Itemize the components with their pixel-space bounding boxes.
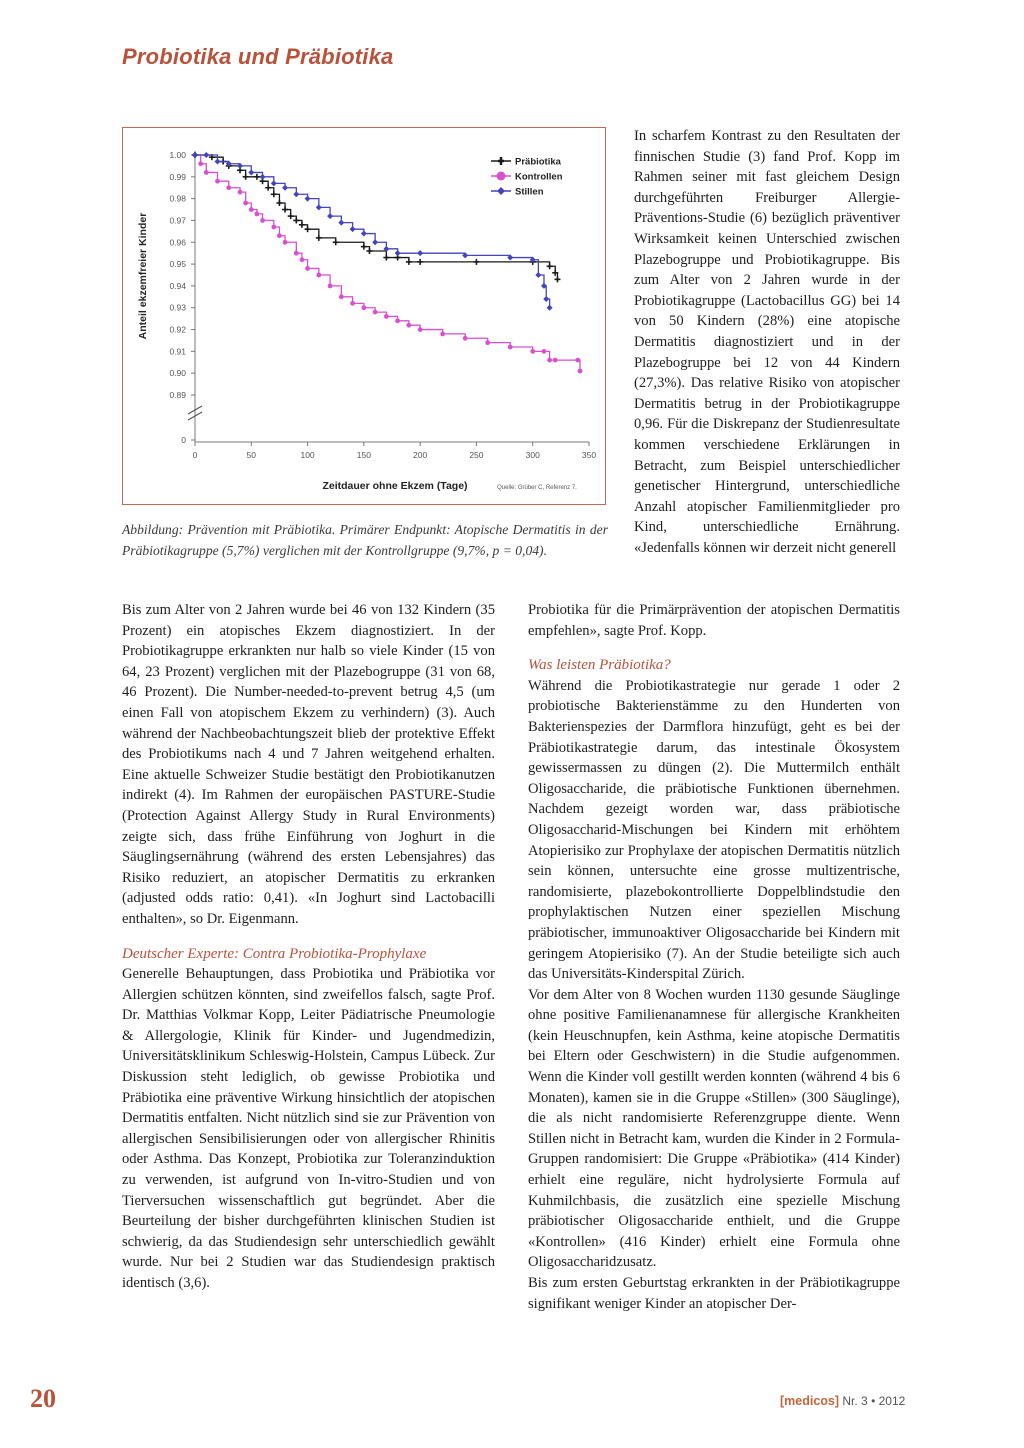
data-point-marker [508, 345, 513, 350]
paragraph: Generelle Behauptungen, dass Probiotika und Präbiotika vor Allergien schützen könnten, sind zweifellos falsch, sagte Prof. Dr. Matthias Volkmar Kopp, Leiter Pädiatrische Pneumologie & Allergologie, Klinik für Kinder- und Jugendmedizin, Universitätsklinikum Schleswig-Holstein, Campus Lübeck. Zur Diskussion steht lediglich, ob gewisse Probiotika und Präbiotika eine präventive Wirkung hinsichtlich der atopischen Dermatitis entfalten. Nicht nützlich sind sie zur Prävention von allergischen Sensibilisierungen oder von allergischer Rhinitis oder Asthma. Das Konzept, Probiotika zur Toleranzinduktion zu verwenden, ist aufgrund von In-vitro-Studien und von Tierversuchen wissenschaftlich gut begründet. Aber die Beurteilung der bisher durchgeführten klinischen Studien ist schwierig, da das Studiendesign sehr unterschiedlich gewählt wurde. Nur bei 2 Studien war das Studiendesign praktisch identisch (3,6). [122, 966, 495, 1291]
data-point-marker [204, 170, 209, 175]
y-tick-label: 0.89 [169, 390, 186, 400]
data-point-marker [417, 250, 423, 256]
data-point-marker [226, 185, 231, 190]
x-tick-label: 50 [246, 450, 257, 460]
data-point-marker [350, 226, 356, 232]
x-tick-label: 350 [581, 450, 597, 460]
y-tick-label: 1.00 [169, 150, 186, 160]
footer-issue [780, 1394, 905, 1408]
paragraph: Probiotika für die Primärprävention der atopischen Dermatitis empfehlen», sagte Prof. Kopp. [528, 602, 900, 639]
data-point-marker [578, 369, 583, 374]
legend-label: Präbiotika [515, 156, 561, 168]
y-tick-label: 0.91 [169, 346, 186, 357]
paragraph: Bis zum Alter von 2 Jahren wurde bei 46 von 132 Kindern (35 Prozent) ein atopisches Ekzem diagnostiziert. In der Probiotikagruppe erkrankten nur halb so viele Kinder (15 von 64, 23 Prozent) verglichen mit der Plazebogruppe (31 von 68, 46 Prozent). Die Number-needed-to-prevent betrug 4,5 (um einen Fall von atopischem Ekzem zu verhindern) (3). Auch während der Nachbeobachtungszeit blieb der protektive Effekt des Probiotikums nach 4 und 7 Jahren weitgehend erhalten. Eine aktuelle Schweizer Studie bestätigt den Probiotikanutzen indirekt (4). Im Rahmen der europäischen PASTURE-Studie (Protection Against Allergy Study in Rural Environments) zeigte sich, dass frühe Einführung von Joghurt in die Säuglingsernährung (während des ersten Lebensjahres) das Risiko reduziert, an atopischer Dermatitis zu erkranken (adjusted odds ratio: 0,41). «In Joghurt sind Lactobacilli enthalten», so Dr. Eigenmann. [122, 602, 495, 927]
x-tick-label: 250 [469, 450, 484, 460]
data-point-marker [260, 174, 266, 180]
data-point-marker [547, 305, 553, 311]
y-tick-label: 0.92 [169, 324, 186, 335]
legend-label: Stillen [515, 186, 544, 198]
figure-box [122, 127, 606, 505]
y-tick-label: 0.90 [169, 368, 186, 379]
data-point-marker [553, 358, 558, 363]
issue-label: Nr. 3 • 2012 [842, 1394, 906, 1408]
data-point-marker [300, 257, 305, 262]
data-point-marker [248, 169, 254, 175]
page-header-title: Probiotika und Präbiotika [122, 44, 394, 69]
survival-chart [123, 128, 607, 506]
data-point-marker [395, 250, 401, 256]
y-tick-label: 0.99 [169, 171, 186, 182]
data-point-marker [316, 204, 322, 210]
data-point-marker [316, 273, 321, 278]
paragraph: Während die Probiotikastrategie nur gerade 1 oder 2 probiotische Bakterienstämme zu den Hunderten von Bakterienspezies der Darmflora hinzufügt, geht es bei der Präbiotikastrategie darum, das intestinale Ökosystem gewissermassen zu düngen (2). Die Muttermilch enthält Oligosaccharide, die präbiotische Funktionen übernehmen. Nachdem gezeigt worden war, dass präbiotische Oligosaccharid-Mischungen bei Kindern mit erhöhtem Atopierisiko zur Prophylaxe der atopischen Dermatitis nützlich sein können, untersuchte eine grosse multizentrische, randomisierte, plazebokontrollierte Doppelblindstudie den prophylaktischen Nutzen einer speziellen Mischung präbiotischer, immunoaktiver Oligosaccharide bei Kindern mit geringem Atopierisiko (7). An der Studie beteiligte sich auch das Universitäts-Kinderspital Zürich. [528, 677, 900, 983]
text-column-right [528, 600, 900, 1314]
legend-label: Kontrollen [515, 171, 563, 183]
series-line-3 [195, 155, 550, 308]
text-column-top [634, 126, 900, 558]
x-axis-label: Zeitdauer ohne Ekzem (Tage) [322, 480, 468, 492]
data-point-marker [418, 327, 423, 332]
data-point-marker [277, 233, 282, 238]
data-point-marker [350, 301, 355, 306]
data-point-marker [293, 191, 299, 197]
data-point-marker [238, 190, 243, 195]
data-point-marker [305, 196, 311, 202]
data-point-marker [260, 218, 265, 223]
y-tick-label: 0.93 [169, 302, 186, 313]
data-point-marker [255, 212, 260, 217]
journal-brand: [medicos] [780, 1394, 840, 1408]
data-point-marker [215, 159, 221, 165]
data-point-marker [406, 323, 411, 328]
data-point-marker [328, 284, 333, 289]
y-tick-label: 0.94 [169, 280, 186, 291]
data-point-marker [215, 179, 220, 184]
data-point-marker [361, 231, 367, 237]
data-point-marker [271, 180, 277, 186]
data-point-marker [530, 349, 535, 354]
data-point-marker [395, 318, 400, 323]
y-tick-label: 0.95 [169, 259, 186, 270]
y-tick-label: 0 [181, 435, 186, 445]
data-point-marker [485, 340, 490, 345]
data-point-marker [361, 305, 366, 310]
y-tick-label: 0.97 [169, 215, 186, 226]
data-point-marker [327, 213, 333, 219]
paragraph: In scharfem Kontrast zu den Resultaten der finnischen Studie (3) fand Prof. Kopp im Rahmen seiner mit fast gleichem Design durchgeführten Freiburger Allergie-Präventions-Studie (6) bezüglich präventiver Wirksamkeit keinen Unterschied zwischen Plazebogruppe und Probiotikagruppe. Bis zum Alter von 2 Jahren wurde in der Probiotikagruppe (Lactobacillus GG) bei 14 von 50 Kindern (28%) eine atopische Dermatitis diagnostiziert und in der Plazebogruppe bei 12 von 44 Kindern (27,3%). Das relative Risiko von atopischer Dermatitis betrug in der Probiotikagruppe 0,96. Für die Diskrepanz der Studienresultate kommen verschiedene Erklärungen in Betracht, zum Beispiel unterschiedlicher genetischer Hintergrund, unterschiedliche Anzahl atopischer Familienmitglieder pro Kind, unterschiedliche Ernährung. «Jedenfalls können wir derzeit nicht generell [634, 128, 900, 556]
figure-caption: Abbildung: Prävention mit Präbiotika. Primärer Endpunkt: Atopische Dermatitis in der Präbiotikagruppe (5,7%) verglichen mit der Kontrollgruppe (9,7%, p = 0,04). [122, 522, 608, 558]
data-point-marker [338, 220, 344, 226]
data-point-marker [198, 161, 203, 166]
page-number: 20 [30, 1384, 56, 1413]
x-tick-label: 300 [525, 450, 540, 460]
data-point-marker [535, 272, 541, 278]
source-note: Quelle: Grüber C, Referenz 7. [497, 485, 577, 491]
data-point-marker [463, 336, 468, 341]
paragraph: Vor dem Alter von 8 Wochen wurden 1130 gesunde Säuglinge ohne positive Familienanamnese für allergische Krankheiten (kein Heuschnupfen, kein Asthma, keine atopische Dermatitis bei Eltern oder Geschwistern) in die Studie aufgenommen. Wenn die Kinder voll gestillt werden konnten (während 4 bis 6 Monaten), kamen sie in die Gruppe «Stillen» (300 Säuglinge), die als nicht randomisierte Referenzgruppe diente. Wenn Stillen nicht in Betracht kam, wurden die Kinder in 2 Formula-Gruppen randomisiert: Die Gruppe «Präbiotika» (414 Kinder) erhielt eine reguläre, nicht hydrolysierte Formula auf Kuhmilchbasis, die zusätzlich eine spezielle Mischung präbiotischer Oligosaccharide enthielt, und die Gruppe «Kontrollen» (416 Kinder) erhielt eine Formula ohne Oligosaccharidzusatz. [528, 986, 900, 1271]
data-point-marker [305, 266, 310, 271]
data-point-marker [547, 358, 552, 363]
data-point-marker [372, 239, 378, 245]
data-point-marker [282, 185, 288, 191]
y-tick-label: 0.98 [169, 193, 186, 204]
x-tick-label: 200 [413, 450, 428, 460]
data-point-marker [271, 225, 276, 230]
data-point-marker [339, 294, 344, 299]
section-heading: Was leisten Präbiotika? [528, 657, 671, 674]
x-tick-label: 0 [192, 450, 198, 460]
text-column-left [122, 600, 495, 1294]
data-point-marker [203, 152, 209, 158]
data-point-marker [243, 201, 248, 206]
y-tick-label: 0.96 [169, 237, 186, 248]
x-tick-label: 150 [356, 450, 371, 460]
y-axis-label: Anteil ekzemfreier Kinder [137, 212, 149, 340]
x-tick-label: 100 [300, 450, 315, 460]
data-point-marker [440, 332, 445, 337]
paragraph: Bis zum ersten Geburtstag erkrankten in der Präbiotikagruppe signifikant weniger Kinder an atopischer Der- [528, 1275, 900, 1312]
data-point-marker [192, 152, 198, 158]
data-point-marker [294, 251, 299, 256]
data-point-marker [283, 240, 288, 245]
legend-marker [497, 187, 505, 195]
section-heading: Deutscher Experte: Contra Probiotika-Prophylaxe [122, 945, 427, 962]
data-point-marker [543, 296, 549, 302]
data-point-marker [575, 358, 580, 363]
data-point-marker [373, 310, 378, 315]
legend-marker [497, 172, 506, 181]
data-point-marker [384, 314, 389, 319]
data-point-marker [542, 349, 547, 354]
data-point-marker [249, 207, 254, 212]
